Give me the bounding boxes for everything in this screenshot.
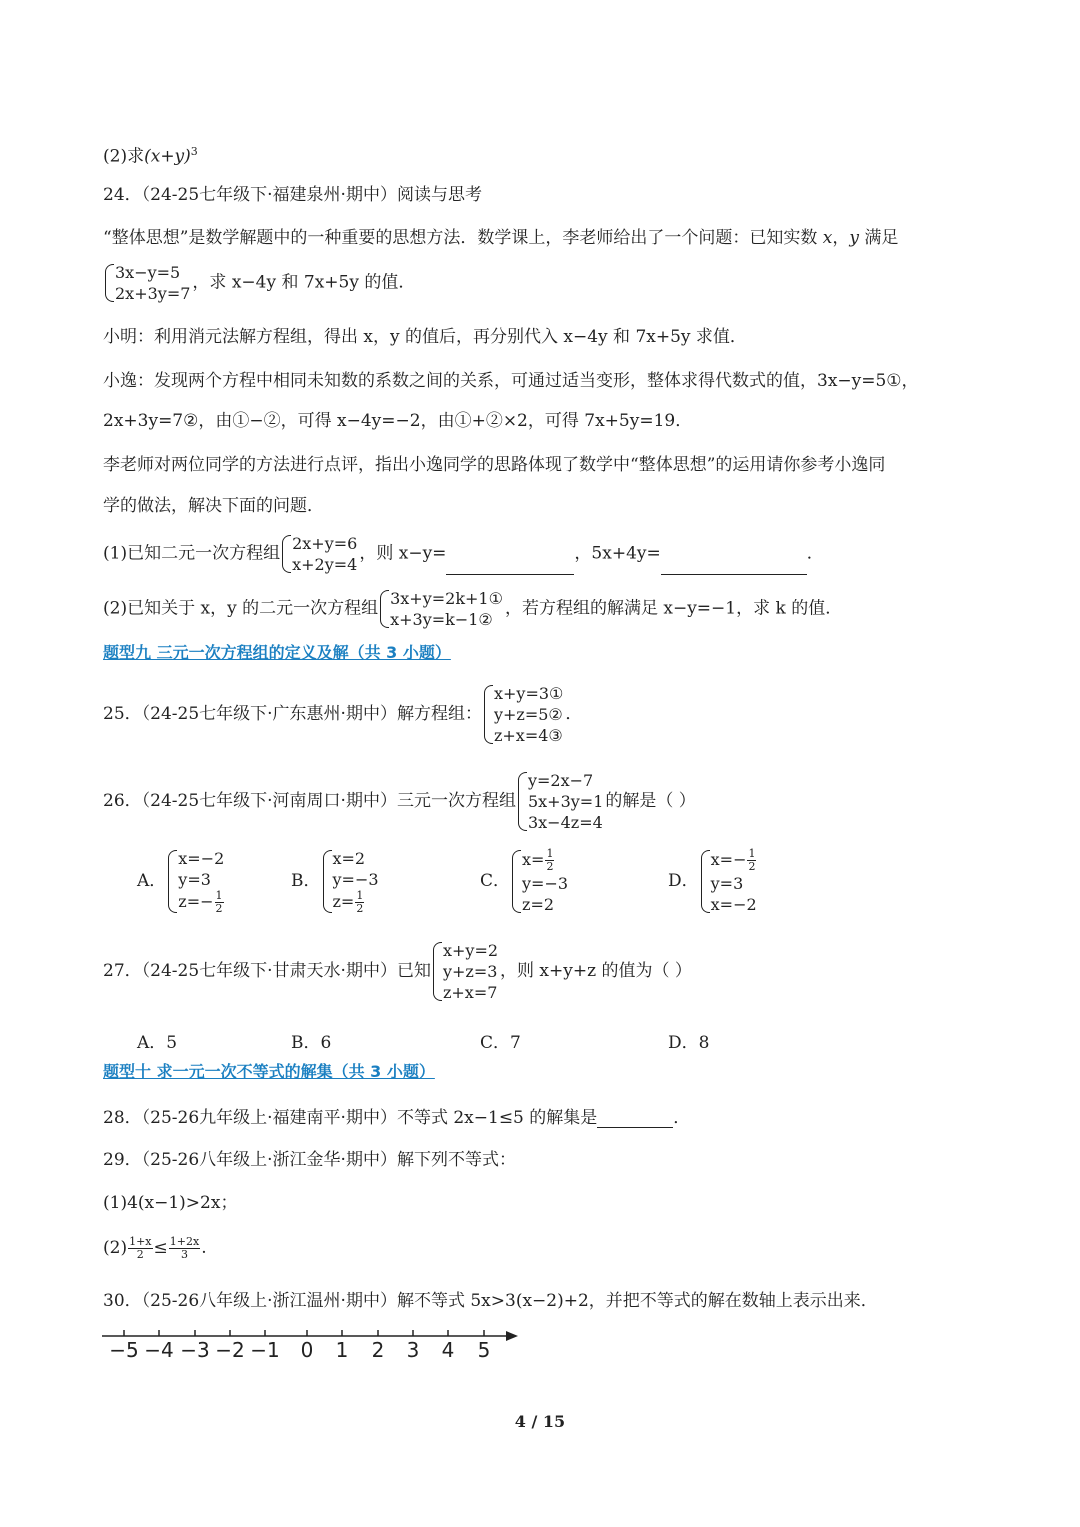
q26-system: y=2x−7 5x+3y=1 3x−4z=4 — [516, 770, 603, 833]
answer-blank[interactable] — [446, 558, 574, 575]
tick-label: −1 — [250, 1338, 280, 1362]
section-heading-9: 题型九 三元一次方程组的定义及解（共 3 小题） — [103, 643, 451, 662]
section-heading-10: 题型十 求一元一次不等式的解集（共 3 小题） — [103, 1062, 435, 1081]
answer-blank[interactable] — [661, 558, 807, 575]
q27-option-b[interactable]: B．6 — [291, 1033, 332, 1053]
fraction: $\frac{1+x}{2}$ — [129, 1235, 152, 1261]
q27-option-a[interactable]: A．5 — [137, 1033, 178, 1053]
q29-part1: (1)4(x−1)>2x； — [103, 1193, 238, 1213]
q24-system-line: 3x−y=5 2x+3y=7 ，求 x−4y 和 7x+5y 的值． — [103, 262, 415, 304]
q24-xiaoyi-2: 2x+3y=7②，由①−②，可得 x−4y=−2，由①+②×2，可得 7x+5y=19． — [103, 411, 693, 431]
q25-system: x+y=3① y+z=5② z+x=4③ — [482, 683, 563, 746]
q27-system: x+y=2 y+z=3 z+x=7 — [431, 940, 498, 1003]
q24-comment-1: 李老师对两位同学的方法进行点评，指出小逸同学的思路体现了数学中“整体思想”的运用请你参考小逸同 — [103, 455, 886, 475]
q25: 25．（24-25七年级下·广东惠州·期中）解方程组： x+y=3① y+z=5② z+x=4③ ． — [103, 684, 583, 745]
q27-option-c[interactable]: C．7 — [480, 1033, 521, 1053]
q24-part1: (1)已知二元一次方程组 2x+y=6 x+2y=4 ，则 x−y= ，5x+4y= ． — [103, 534, 824, 574]
q29-title: 29．（25-26八年级上·浙江金华·期中）解下列不等式： — [103, 1150, 516, 1170]
q27: 27．（24-25七年级下·甘肃天水·期中）已知 x+y=2 y+z=3 z+x=7 ，则 x+y+z 的值为（ ） — [103, 941, 692, 1002]
q24-part2: (2)已知关于 x，y 的二元一次方程组 3x+y=2k+1① x+3y=k−1② ，若方程组的解满足 x−y=−1，求 k 的值． — [103, 589, 843, 629]
q26-option-c[interactable]: C． x= $\frac{1}{2}$ y=−3 z=2 — [480, 847, 569, 914]
q24-intro: “整体思想”是数学解题中的一种重要的思想方法．数学课上，李老师给出了一个问题：已知实数 x，y 满足 — [103, 228, 899, 248]
tick-label: 0 — [300, 1338, 314, 1362]
tick-label: −5 — [109, 1338, 139, 1362]
tick-label: 4 — [441, 1338, 455, 1362]
answer-blank[interactable] — [597, 1111, 673, 1128]
q23-part2: (2)求$(x+y)^3$ — [103, 145, 198, 167]
q24-equation-system: 3x−y=5 2x+3y=7 — [103, 262, 190, 304]
q24-xiaoming: 小明：利用消元法解方程组，得出 x，y 的值后，再分别代入 x−4y 和 7x+5y 求值． — [103, 327, 747, 347]
q24-title: 24．（24-25七年级下·福建泉州·期中）阅读与思考 — [103, 185, 482, 205]
fraction: $\frac{1+2x}{3}$ — [169, 1235, 200, 1261]
q26-option-d[interactable]: D． x=− $\frac{1}{2}$ y=3 x=−2 — [668, 847, 757, 914]
number-line — [100, 1328, 520, 1368]
q26-option-b[interactable]: B． x=2 y=−3 z= $\frac{1}{2}$ — [291, 849, 379, 915]
q26: 26．（24-25七年级下·河南周口·期中）三元一次方程组 y=2x−7 5x+3y=1 3x−4z=4 的解是（ ） — [103, 771, 696, 832]
tick-label: −4 — [144, 1338, 174, 1362]
q24-comment-2: 学的做法，解决下面的问题． — [103, 496, 324, 516]
page-number: 4 / 15 — [514, 1412, 566, 1431]
q28: 28．（25-26九年级上·福建南平·期中）不等式 2x−1≤5 的解集是 ． — [103, 1108, 691, 1128]
tick-label: −3 — [180, 1338, 210, 1362]
q24-xiaoyi-1: 小逸：发现两个方程中相同未知数的系数之间的关系，可通过适当变形，整体求得代数式的值，3x−y=5①， — [103, 371, 919, 391]
q24-part1-system: 2x+y=6 x+2y=4 — [280, 533, 357, 575]
tick-label: 1 — [335, 1338, 349, 1362]
q30: 30．（25-26八年级上·浙江温州·期中）解不等式 5x>3(x−2)+2，并把不等式的解在数轴上表示出来． — [103, 1291, 878, 1311]
q24-part2-system: 3x+y=2k+1① x+3y=k−1② — [378, 588, 503, 630]
tick-label: 5 — [477, 1338, 491, 1362]
q27-option-d[interactable]: D．8 — [668, 1033, 710, 1053]
q29-part2: (2) $\frac{1+x}{2}$ ≤ $\frac{1+2x}{3}$ . — [103, 1235, 207, 1261]
q26-option-a[interactable]: A． x=−2 y=3 z=− $\frac{1}{2}$ — [137, 849, 225, 915]
tick-label: 2 — [371, 1338, 385, 1362]
tick-label: −2 — [215, 1338, 245, 1362]
tick-label: 3 — [406, 1338, 420, 1362]
